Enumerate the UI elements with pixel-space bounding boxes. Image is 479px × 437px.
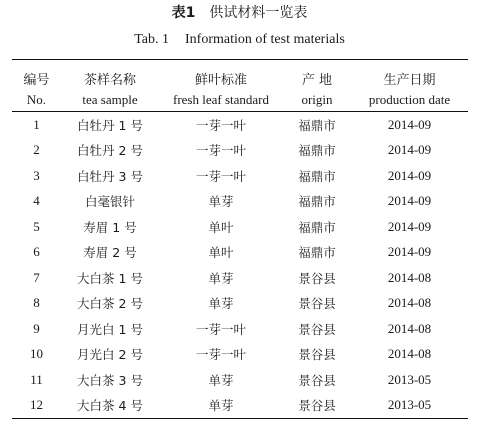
header-en-date: production date	[351, 88, 468, 112]
cell-no: 2	[33, 142, 40, 158]
table-row	[12, 163, 468, 189]
cell-origin: 景谷县	[298, 372, 336, 388]
cell-origin: 福鼎市	[298, 219, 336, 235]
cell-date: 2014-09	[387, 142, 432, 158]
cell-date: 2014-08	[387, 320, 432, 336]
table-title-cn: 供试材料一览表	[209, 5, 308, 21]
cell-origin: 景谷县	[298, 321, 336, 337]
cell-standard: 一芽一叶	[195, 347, 246, 363]
cell-standard: 单芽	[208, 194, 234, 210]
cell-sample: 大白茶 2 号	[77, 296, 143, 312]
cell-sample: 月光白 2 号	[77, 347, 143, 363]
table-header	[12, 60, 468, 112]
cell-standard: 单叶	[208, 245, 234, 261]
table-row	[12, 240, 468, 266]
cell-sample: 白牡丹 2 号	[77, 143, 143, 159]
cell-origin: 景谷县	[298, 398, 336, 414]
cell-sample: 白毫银针	[84, 194, 135, 210]
cell-sample: 月光白 1 号	[77, 321, 143, 337]
cell-origin: 福鼎市	[298, 194, 336, 210]
cell-date: 2014-08	[387, 269, 432, 285]
cell-standard: 单芽	[208, 372, 234, 388]
cell-standard: 单叶	[208, 219, 234, 235]
table-row	[12, 189, 468, 215]
cell-no: 1	[33, 116, 40, 132]
cell-origin: 福鼎市	[298, 117, 336, 133]
header-en-origin: origin	[283, 88, 351, 112]
cell-no: 12	[30, 397, 43, 413]
table-row	[12, 367, 468, 393]
cell-origin: 福鼎市	[298, 245, 336, 261]
cell-no: 9	[33, 320, 40, 336]
cell-origin: 景谷县	[298, 270, 336, 286]
cell-no: 6	[33, 244, 40, 260]
cell-standard: 一芽一叶	[195, 117, 246, 133]
cell-origin: 福鼎市	[298, 143, 336, 159]
header-cn-sample: 茶样名称	[83, 73, 136, 88]
table-row	[12, 112, 468, 138]
cell-origin: 福鼎市	[298, 168, 336, 184]
cell-no: 3	[33, 167, 40, 183]
cell-standard: 单芽	[208, 296, 234, 312]
table-row	[12, 342, 468, 368]
header-en-sample: tea sample	[61, 88, 159, 112]
header-cn-no: 编号	[23, 73, 50, 88]
cell-sample: 白牡丹 3 号	[77, 168, 143, 184]
cell-date: 2014-08	[387, 346, 432, 362]
header-row-english	[12, 88, 468, 112]
cell-date: 2014-09	[387, 167, 432, 183]
table-row	[12, 393, 468, 419]
cell-standard: 一芽一叶	[195, 168, 246, 184]
header-row-chinese	[12, 60, 468, 89]
table-body	[12, 112, 468, 419]
cell-no: 4	[33, 193, 40, 209]
cell-origin: 景谷县	[298, 296, 336, 312]
cell-date: 2013-05	[387, 397, 432, 413]
cell-sample: 白牡丹 1 号	[77, 117, 143, 133]
cell-no: 8	[33, 295, 40, 311]
table-row	[12, 291, 468, 317]
cell-origin: 景谷县	[298, 347, 336, 363]
header-en-standard: fresh leaf standard	[159, 88, 283, 112]
header-cn-standard: 鲜叶标准	[194, 73, 247, 88]
cell-sample: 寿眉 2 号	[83, 245, 137, 261]
cell-standard: 一芽一叶	[195, 143, 246, 159]
cell-sample: 大白茶 3 号	[77, 372, 143, 388]
header-cn-origin: 产 地	[301, 73, 333, 88]
cell-date: 2014-09	[387, 244, 432, 260]
cell-sample: 大白茶 4 号	[77, 398, 143, 414]
cell-date: 2014-09	[387, 193, 432, 209]
cell-standard: 单芽	[208, 398, 234, 414]
cell-date: 2014-08	[387, 295, 432, 311]
cell-no: 5	[33, 218, 40, 234]
cell-no: 11	[30, 371, 43, 387]
cell-standard: 一芽一叶	[195, 321, 246, 337]
table-title-en: Information of test materials	[185, 32, 345, 47]
table-caption-english	[0, 31, 479, 49]
table-row	[12, 138, 468, 164]
table-row	[12, 214, 468, 240]
cell-date: 2014-09	[387, 116, 432, 132]
cell-sample: 寿眉 1 号	[83, 219, 137, 235]
cell-date: 2013-05	[387, 371, 432, 387]
test-materials-table	[12, 59, 468, 419]
header-cn-date: 生产日期	[383, 73, 436, 88]
table-row	[12, 265, 468, 291]
cell-no: 10	[30, 346, 43, 362]
table-row	[12, 316, 468, 342]
cell-sample: 大白茶 1 号	[77, 270, 143, 286]
table-number-en: Tab. 1	[134, 32, 169, 47]
table-caption-chinese	[0, 4, 479, 22]
cell-date: 2014-09	[387, 218, 432, 234]
cell-standard: 单芽	[208, 270, 234, 286]
header-en-no: No.	[12, 88, 61, 112]
table-number-cn: 表1	[171, 5, 196, 21]
cell-no: 7	[33, 269, 40, 285]
